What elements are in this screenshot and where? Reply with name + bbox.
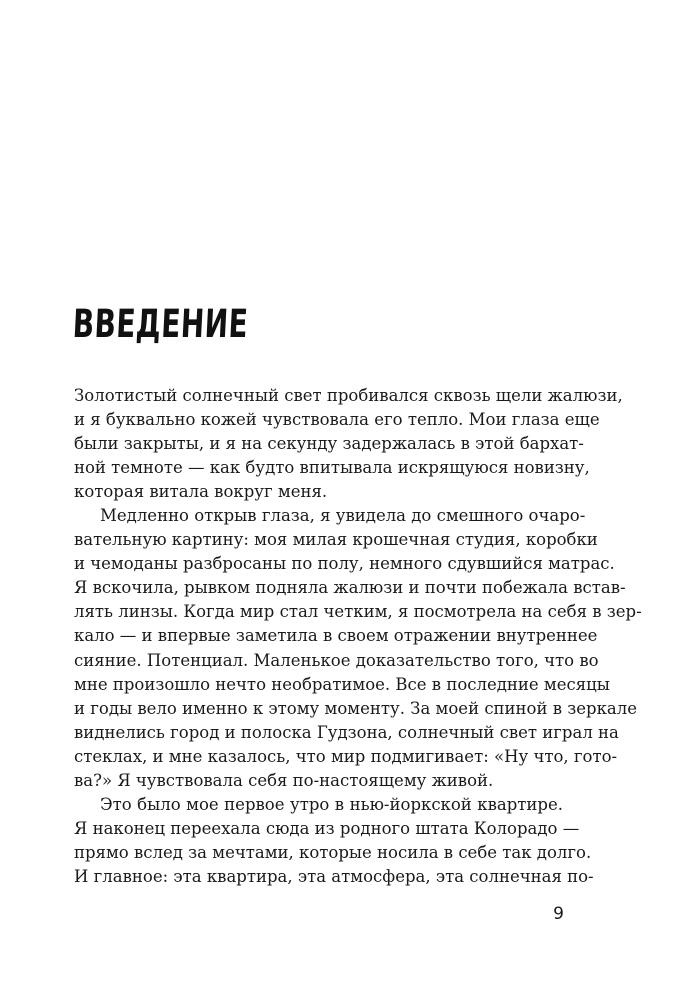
text-line: Я вскочила, рывком подняла жалюзи и почти побежала встав- bbox=[74, 578, 626, 598]
text-line: Золотистый солнечный свет пробивался сквозь щели жалюзи, bbox=[74, 386, 623, 405]
body-text bbox=[74, 384, 642, 889]
text-line: и я буквально кожей чувствовала его тепло. Мои глаза еще bbox=[74, 410, 600, 430]
text-line: и годы вело именно к этому моменту. За моей спиной в зеркале bbox=[74, 698, 637, 718]
text-line: ной темноте — как будто впитывала искрящуюся новизну, bbox=[74, 458, 590, 478]
chapter-title: ВВЕДЕНИЕ bbox=[71, 302, 250, 347]
text-line: и чемоданы разбросаны по полу, немного сдувшийся матрас. bbox=[74, 554, 615, 574]
text-line: Это было мое первое утро в нью-йоркской квартире. bbox=[100, 794, 563, 814]
paragraph-3 bbox=[74, 793, 594, 889]
text-line: были закрыты, и я на секунду задержалась в этой бархат- bbox=[74, 434, 584, 454]
text-line: сияние. Потенциал. Маленькое доказательство того, что во bbox=[74, 650, 599, 670]
text-line: прямо вслед за мечтами, которые носила в себе так долго. bbox=[74, 842, 592, 862]
paragraph-2 bbox=[74, 504, 642, 793]
text-line: И главное: эта квартира, эта атмосфера, эта солнечная по- bbox=[74, 866, 594, 886]
page-number: 9 bbox=[553, 904, 564, 924]
text-line: кало — и впервые заметила в своем отражении внутреннее bbox=[74, 626, 598, 646]
text-line: ва?» Я чувствовала себя по-настоящему живой. bbox=[74, 770, 494, 790]
text-line: стеклах, и мне казалось, что мир подмигивает: «Ну что, гото- bbox=[74, 746, 618, 766]
text-line: лять линзы. Когда мир стал четким, я посмотрела на себя в зер- bbox=[74, 602, 642, 622]
text-line: которая витала вокруг меня. bbox=[74, 482, 328, 502]
text-line: Я наконец переехала сюда из родного штата Колорадо — bbox=[74, 818, 580, 838]
text-line: Медленно открыв глаза, я увидела до смешного очаро- bbox=[100, 506, 586, 526]
text-line: виднелись город и полоска Гудзона, солнечный свет играл на bbox=[74, 722, 619, 742]
text-line: вательную картину: моя милая крошечная студия, коробки bbox=[74, 530, 598, 550]
paragraph-1 bbox=[74, 384, 623, 504]
text-line: мне произошло нечто необратимое. Все в последние месяцы bbox=[74, 674, 610, 694]
